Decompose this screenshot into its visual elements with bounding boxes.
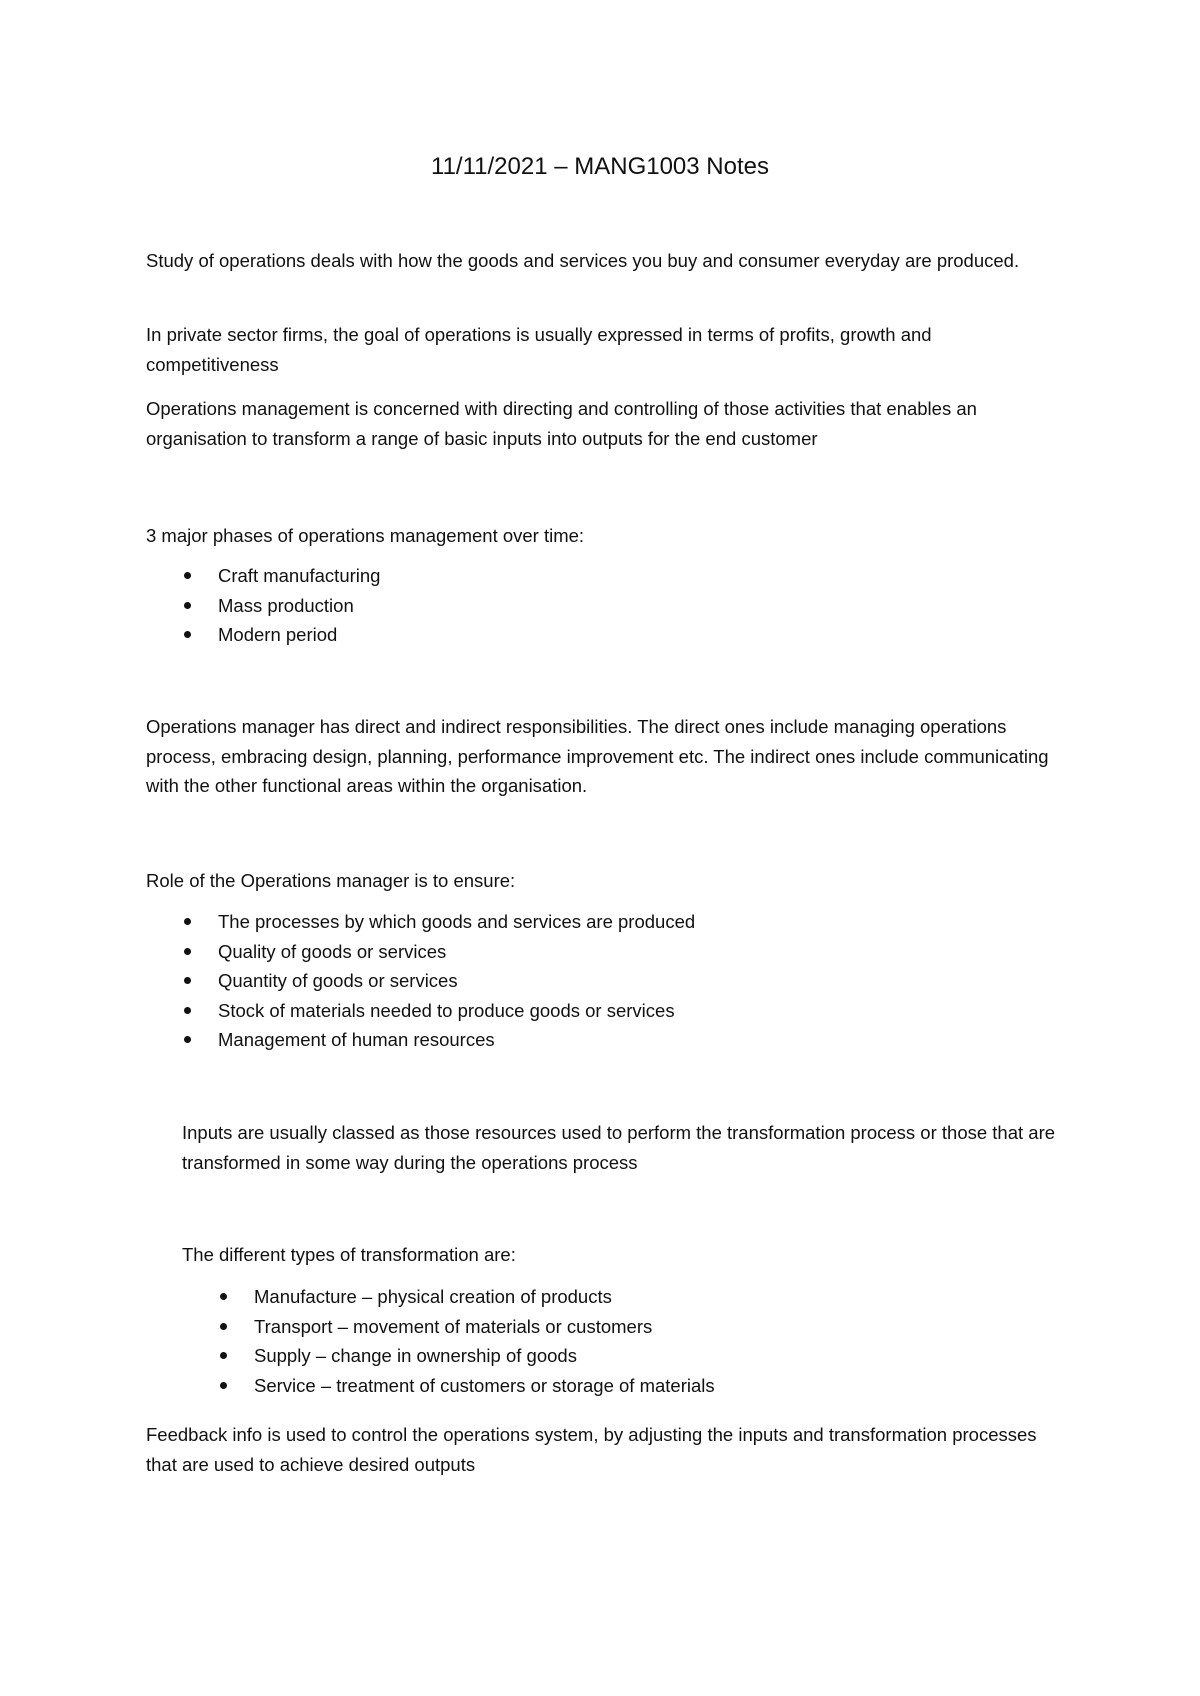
paragraph-feedback: Feedback info is used to control the operations system, by adjusting the inputs and transformation processes that are used to achieve desired outputs	[146, 1424, 1037, 1475]
paragraph-responsibilities: Operations manager has direct and indirect responsibilities. The direct ones include managing operations process, embracing design, planning, performance improvement etc. The indirect ones include communicating with the other functional areas within the organisation.	[146, 716, 1049, 796]
list-item	[146, 907, 695, 937]
paragraph-role-heading: Role of the Operations manager is to ensure:	[146, 870, 516, 891]
bullet-icon	[220, 1293, 227, 1300]
list-item	[146, 996, 695, 1026]
list-item	[146, 937, 695, 967]
bullet-icon	[220, 1352, 227, 1359]
list-item-text: Quality of goods or services	[218, 940, 447, 962]
list-item-text: Mass production	[218, 594, 354, 616]
bullet-icon	[184, 602, 191, 609]
bullet-icon	[184, 948, 191, 955]
list-item-text: The processes by which goods and services are produced	[218, 911, 696, 932]
bullet-icon	[220, 1382, 227, 1389]
list-item	[182, 1371, 715, 1401]
bullet-icon	[184, 1036, 191, 1043]
list-item-text: Supply – change in ownership of goods	[254, 1345, 577, 1366]
list-item	[146, 591, 380, 621]
list-item	[146, 1025, 695, 1055]
bullet-icon	[184, 631, 191, 638]
list-item	[182, 1341, 715, 1371]
list-item-text: Service – treatment of customers or storage of materials	[254, 1374, 715, 1396]
list-item	[182, 1312, 715, 1342]
bullet-icon	[184, 918, 191, 925]
paragraph-operations-management-definition: Operations management is concerned with directing and controlling of those activities that enables an organisation to transform a range of basic inputs into outputs for the end customer	[146, 398, 977, 449]
list-item-text: Modern period	[218, 624, 338, 645]
list-item-text: Quantity of goods or services	[218, 970, 458, 991]
bullet-icon	[184, 572, 191, 579]
list-item-text: Transport – movement of materials or customers	[254, 1315, 653, 1337]
bullet-icon	[220, 1323, 227, 1330]
list-item	[146, 561, 380, 591]
bullet-icon	[184, 1007, 191, 1014]
list-item	[182, 1282, 715, 1312]
list-item-text: Manufacture – physical creation of products	[254, 1286, 612, 1307]
list-item-text: Craft manufacturing	[218, 565, 381, 586]
document-title: 11/11/2021 – MANG1003 Notes	[431, 153, 769, 180]
phases-list	[146, 561, 380, 650]
paragraph-transformation-heading: The different types of transformation are:	[182, 1244, 516, 1265]
transformation-list	[182, 1282, 715, 1400]
list-item	[146, 620, 380, 650]
bullet-icon	[184, 977, 191, 984]
list-item-text: Management of human resources	[218, 1029, 495, 1050]
paragraph-private-sector-goal: In private sector firms, the goal of operations is usually expressed in terms of profits, growth and competitiveness	[146, 324, 932, 375]
paragraph-phases-heading: 3 major phases of operations management over time:	[146, 525, 585, 546]
list-item	[146, 966, 695, 996]
paragraph-inputs: Inputs are usually classed as those resources used to perform the transformation process or those that are transformed in some way during the operations process	[182, 1122, 1056, 1173]
paragraph-operations-study: Study of operations deals with how the goods and services you buy and consumer everyday are produced.	[146, 250, 1020, 271]
list-item-text: Stock of materials needed to produce goods or services	[218, 999, 675, 1021]
role-list	[146, 907, 695, 1055]
